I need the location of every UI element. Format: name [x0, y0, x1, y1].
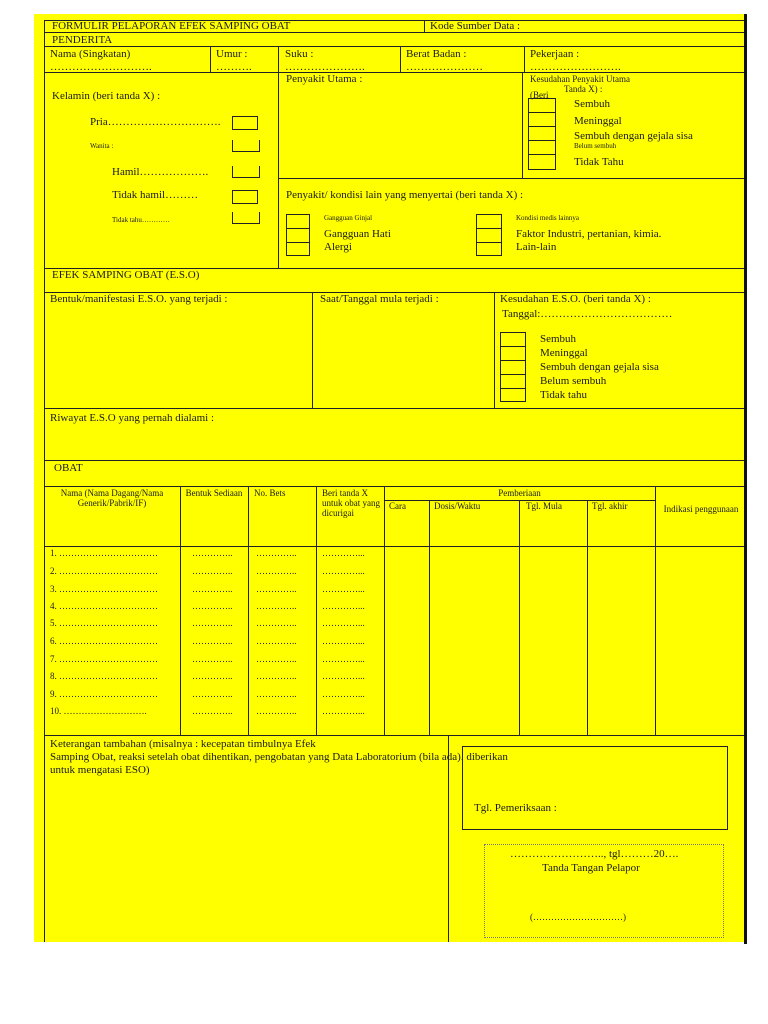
- kesudahan-sembuh: Sembuh: [574, 98, 611, 110]
- penyakit-checkbox-group-right: [476, 214, 502, 256]
- col-dosis-header: Dosis/Waktu: [434, 501, 481, 511]
- rule: [528, 140, 556, 141]
- gangguan-hati: Gangguan Hati: [324, 228, 391, 240]
- kondisi-medis: Kondisi medis lainnya: [516, 214, 579, 222]
- tgl-line[interactable]: …………………….., tgl………20….: [510, 848, 679, 860]
- eso-sembuh-gejala: Sembuh dengan gejala sisa: [540, 361, 659, 373]
- rule: [528, 126, 556, 127]
- eso-section-label: EFEK SAMPING OBAT (E.S.O): [52, 269, 200, 281]
- obat-row-nama[interactable]: 6. ……………………………: [50, 636, 158, 646]
- rule: [44, 20, 45, 942]
- lain-lain: Lain-lain: [516, 241, 557, 253]
- col-indikasi-header: Indikasi penggunaan: [663, 504, 739, 514]
- pekerjaan-field[interactable]: …………………….: [530, 61, 621, 73]
- pria-option: Pria………………………….: [90, 116, 221, 128]
- obat-row-bentuk[interactable]: …………..: [192, 689, 233, 699]
- eso-checkbox-group: [500, 332, 526, 402]
- col-nama-header: Nama (Nama Dagang/Nama Generik/Pabrik/IF): [60, 488, 164, 508]
- tanda-tangan-label: Tanda Tangan Pelapor: [542, 862, 640, 874]
- nama-field[interactable]: ……………………….: [50, 61, 152, 73]
- data-lab-box: [462, 746, 728, 830]
- obat-row-nama[interactable]: 1. ……………………………: [50, 548, 158, 558]
- tanggal-field[interactable]: Tanggal:………………………………: [502, 308, 673, 320]
- eso-sembuh: Sembuh: [540, 333, 577, 345]
- kesudahan-sembuh-gejala: Sembuh dengan gejala sisa: [574, 130, 693, 142]
- rule: [44, 32, 746, 33]
- obat-row-beri[interactable]: …………...: [322, 566, 365, 576]
- suku-field[interactable]: ………………….: [285, 61, 365, 73]
- signature-line[interactable]: (…………………………): [530, 912, 626, 922]
- kesudahan-label-beri: (Beri: [530, 90, 549, 100]
- obat-row-bentuk[interactable]: …………..: [192, 548, 233, 558]
- keterangan-line-1: Keterangan tambahan (misalnya : kecepatan timbulnya Efek: [50, 738, 316, 750]
- obat-row-bets[interactable]: …………..: [256, 671, 297, 681]
- alergi: Alergi: [324, 241, 352, 253]
- gangguan-ginjal: Gangguan Ginjal: [324, 214, 373, 222]
- obat-row-beri[interactable]: …………...: [322, 706, 365, 716]
- wanita-label: Wanita :: [90, 142, 114, 150]
- obat-row-beri[interactable]: …………...: [322, 636, 365, 646]
- wanita-checkbox[interactable]: [232, 140, 260, 152]
- form-title: FORMULIR PELAPORAN EFEK SAMPING OBAT: [52, 20, 291, 32]
- obat-row-nama[interactable]: 7. ……………………………: [50, 654, 158, 664]
- eso-tidak-tahu: Tidak tahu: [540, 389, 587, 401]
- col-nobets-header: No. Bets: [254, 488, 286, 498]
- saat-tanggal-label: Saat/Tanggal mula terjadi :: [320, 293, 439, 305]
- bentuk-eso-label: Bentuk/manifestasi E.S.O. yang terjadi :: [50, 293, 228, 305]
- page-edge: [744, 14, 747, 944]
- obat-row-beri[interactable]: …………...: [322, 689, 365, 699]
- obat-row-bets[interactable]: …………..: [256, 689, 297, 699]
- umur-label: Umur :: [216, 48, 248, 60]
- tgl-pemeriksaan-label: Tgl. Pemeriksaan :: [474, 802, 557, 814]
- rule: [44, 546, 746, 547]
- rule: [44, 460, 746, 461]
- rule: [180, 486, 181, 736]
- obat-row-beri[interactable]: …………...: [322, 654, 365, 664]
- obat-row-bets[interactable]: …………..: [256, 636, 297, 646]
- col-tglmula-header: Tgl. Mula: [526, 501, 562, 511]
- kelamin-label: Kelamin (beri tanda X) :: [52, 90, 161, 102]
- tidak-hamil-checkbox[interactable]: [232, 190, 258, 204]
- obat-section-label: OBAT: [54, 462, 83, 474]
- rule: [500, 374, 526, 375]
- col-bentuk-header: Bentuk Sediaan: [185, 488, 243, 498]
- kesudahan-meninggal: Meninggal: [574, 115, 622, 127]
- tidak-tahu-checkbox[interactable]: [232, 212, 260, 224]
- obat-row-beri[interactable]: …………...: [322, 618, 365, 628]
- faktor-industri: Faktor Industri, pertanian, kimia.: [516, 228, 662, 240]
- rule: [278, 178, 746, 179]
- rule: [476, 228, 502, 229]
- penyakit-checkbox-group-left: [286, 214, 310, 256]
- eso-meninggal: Meninggal: [540, 347, 588, 359]
- rule: [248, 486, 249, 736]
- keterangan-line-2: Samping Obat, reaksi setelah obat dihentikan, pengobatan yang Data Laboratorium (bila ada). diberikan: [50, 751, 508, 763]
- berat-badan-field[interactable]: …………………: [406, 61, 483, 73]
- rule: [519, 500, 520, 736]
- obat-row-nama[interactable]: 2. ……………………………: [50, 566, 158, 576]
- obat-row-bets[interactable]: …………..: [256, 601, 297, 611]
- obat-row-beri[interactable]: …………...: [322, 671, 365, 681]
- rule: [500, 346, 526, 347]
- umur-field[interactable]: ……….: [216, 61, 252, 73]
- obat-row-nama[interactable]: 5. ……………………………: [50, 618, 158, 628]
- pekerjaan-label: Pekerjaan :: [530, 48, 580, 60]
- rule: [524, 46, 525, 72]
- berat-badan-label: Berat Badan :: [406, 48, 467, 60]
- rule: [587, 500, 588, 736]
- rule: [448, 736, 449, 942]
- suku-label: Suku :: [285, 48, 314, 60]
- rule: [424, 20, 425, 32]
- pria-checkbox[interactable]: [232, 116, 258, 130]
- kesudahan-eso-label: Kesudahan E.S.O. (beri tanda X) :: [500, 293, 651, 305]
- obat-row-beri[interactable]: …………...: [322, 584, 365, 594]
- kesudahan-belum-sembuh: Belum sembuh: [574, 142, 617, 150]
- rule: [500, 360, 526, 361]
- obat-row-bentuk[interactable]: …………..: [192, 706, 233, 716]
- rule: [528, 112, 556, 113]
- obat-row-beri[interactable]: …………...: [322, 601, 365, 611]
- nama-label: Nama (Singkatan): [50, 48, 131, 60]
- col-tglakhir-header: Tgl. akhir: [592, 501, 628, 511]
- keterangan-line-3: untuk mengatasi ESO): [50, 764, 150, 776]
- eso-belum-sembuh: Belum sembuh: [540, 375, 607, 387]
- obat-row-bentuk[interactable]: …………..: [192, 601, 233, 611]
- rule: [400, 46, 401, 72]
- form-sheet: [34, 14, 746, 942]
- obat-row-bentuk[interactable]: …………..: [192, 618, 233, 628]
- rule: [655, 486, 656, 736]
- rule: [286, 228, 310, 229]
- obat-row-nama[interactable]: 4. ……………………………: [50, 601, 158, 611]
- kesudahan-label: Kesudahan Penyakit Utama: [530, 74, 630, 84]
- tidak-tahu-option: Tidak tahu…………: [112, 216, 170, 224]
- obat-row-bentuk[interactable]: …………..: [192, 636, 233, 646]
- obat-row-nama[interactable]: 10. ……………………….: [50, 706, 147, 716]
- obat-row-bets[interactable]: …………..: [256, 654, 297, 664]
- obat-row-beri[interactable]: …………...: [322, 548, 365, 558]
- rule: [286, 242, 310, 243]
- rule: [312, 292, 313, 408]
- kesudahan-checkbox-group: [528, 98, 556, 170]
- tidak-hamil-option: Tidak hamil………: [112, 189, 199, 201]
- obat-row-nama[interactable]: 3. ……………………………: [50, 584, 158, 594]
- penderita-section-label: PENDERITA: [52, 34, 113, 46]
- riwayat-eso-label: Riwayat E.S.O yang pernah dialami :: [50, 412, 215, 424]
- obat-row-bets[interactable]: …………..: [256, 618, 297, 628]
- rule: [210, 46, 211, 72]
- rule: [494, 292, 495, 408]
- rule: [476, 242, 502, 243]
- obat-row-bets[interactable]: …………..: [256, 548, 297, 558]
- rule: [44, 46, 746, 47]
- hamil-checkbox[interactable]: [232, 166, 260, 178]
- kode-sumber-label: Kode Sumber Data :: [430, 20, 521, 32]
- obat-row-bets[interactable]: …………..: [256, 566, 297, 576]
- obat-row-bentuk[interactable]: …………..: [192, 566, 233, 576]
- rule: [44, 408, 746, 409]
- obat-row-bentuk[interactable]: …………..: [192, 654, 233, 664]
- kesudahan-tidak-tahu: Tidak Tahu: [574, 156, 624, 168]
- col-pemberian-header: Pemberiaan: [498, 488, 541, 498]
- rule: [500, 388, 526, 389]
- rule: [384, 486, 385, 736]
- rule: [528, 154, 556, 155]
- rule: [278, 72, 279, 268]
- col-cara-header: Cara: [389, 501, 406, 511]
- obat-row-bentuk[interactable]: …………..: [192, 584, 233, 594]
- hamil-option: Hamil……………….: [112, 166, 209, 178]
- rule: [429, 500, 430, 736]
- col-beri-header: Beri tanda X untuk obat yang dicurigai: [322, 488, 380, 518]
- rule: [278, 46, 279, 72]
- obat-row-bets[interactable]: …………..: [256, 584, 297, 594]
- obat-row-nama[interactable]: 8. ……………………………: [50, 671, 158, 681]
- kesudahan-label-tanda: Tanda X) :: [564, 84, 603, 94]
- obat-row-bets[interactable]: …………..: [256, 706, 297, 716]
- obat-row-nama[interactable]: 9. ……………………………: [50, 689, 158, 699]
- penyakit-utama-label: Penyakit Utama :: [286, 73, 363, 85]
- rule: [522, 72, 523, 178]
- obat-row-bentuk[interactable]: …………..: [192, 671, 233, 681]
- rule: [316, 486, 317, 736]
- penyakit-lain-label: Penyakit/ kondisi lain yang menyertai (beri tanda X) :: [286, 189, 524, 201]
